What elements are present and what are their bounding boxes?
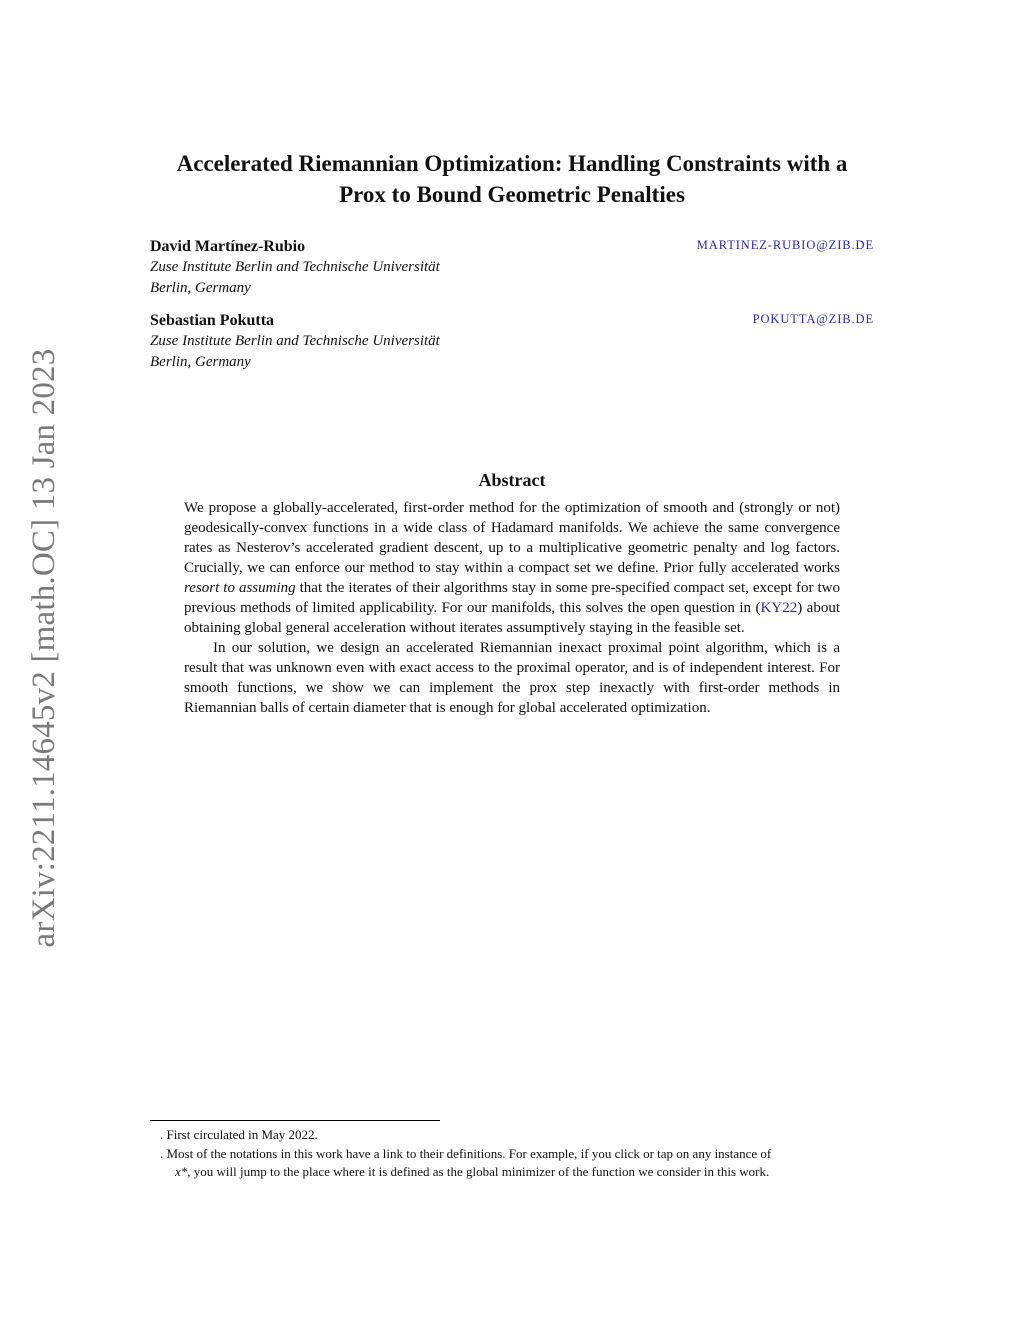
arxiv-identifier-stamp: arXiv:2211.14645v2 [math.OC] 13 Jan 2023 (26, 348, 62, 948)
abstract-paragraph-1 (184, 498, 840, 638)
abstract-text: that the iterates of their algorithms stay in some pre-specified compact set, except for two previous methods of limited applicability. For our manifolds, this solves the open question in ( (184, 580, 840, 616)
author-block-2 (150, 310, 874, 373)
abstract-heading: Abstract (478, 470, 546, 490)
paper-title (150, 148, 874, 210)
math-x-star[interactable]: x* (175, 1164, 188, 1179)
citation-link[interactable]: KY22 (760, 600, 798, 616)
author-email-link[interactable]: MARTINEZ-RUBIO@ZIB.DE (696, 238, 874, 252)
footnote-1: . First circulated in May 2022. (160, 1127, 318, 1142)
author-name: David Martínez-Rubio (150, 238, 306, 255)
author-affiliation: Zuse Institute Berlin and Technische Universität (150, 333, 440, 349)
abstract-text: ) about obtaining global general acceleration without iterates assumptively staying in the feasible set. (184, 600, 840, 636)
footnote-rule (150, 1120, 440, 1121)
author-location: Berlin, Germany (150, 354, 251, 370)
author-affiliation: Zuse Institute Berlin and Technische Universität (150, 259, 440, 275)
abstract-emphasis: resort to assuming (184, 580, 296, 596)
title-line-2: Prox to Bound Geometric Penalties (339, 182, 685, 207)
footnotes (160, 1126, 880, 1182)
author-name: Sebastian Pokutta (150, 312, 275, 329)
abstract-body (184, 498, 840, 718)
author-email-link[interactable]: POKUTTA@ZIB.DE (752, 312, 874, 326)
abstract-text: We propose a globally-accelerated, first-order method for the optimization of smooth and (strongly or not) geodesically-convex functions in a wide class of Hadamard manifolds. We achieve the same convergence rates as Nesterov’s accelerated gradient descent, up to a multiplicative geometric penalty and log factors. Crucially, we can enforce our method to stay within a compact set we define. Prior fully accelerated works (184, 500, 840, 576)
title-line-1: Accelerated Riemannian Optimization: Handling Constraints with a (176, 151, 848, 176)
footnote-text: . Most of the notations in this work have a link to their definitions. For example, if you click or tap on any instance of (160, 1145, 772, 1161)
abstract-paragraph-2: In our solution, we design an accelerated Riemannian inexact proximal point algorithm, which is a result that was unknown even with exact access to the proximal operator, and is of independent interest. For smooth functions, we show we can implement the prox step inexactly with first-order methods in Riemannian balls of certain diameter that is enough for global accelerated optimization. (184, 640, 840, 716)
footnote-2 (160, 1145, 880, 1182)
author-block-1 (150, 236, 874, 299)
author-location: Berlin, Germany (150, 280, 251, 296)
footnote-text: , you will jump to the place where it is defined as the global minimizer of the function we consider in this work. (187, 1164, 770, 1179)
